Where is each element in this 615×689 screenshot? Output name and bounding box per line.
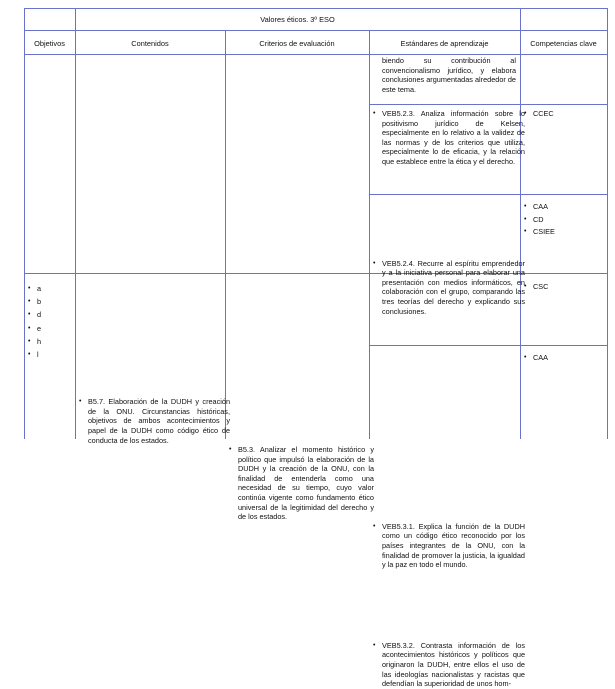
objetivo-item: • l xyxy=(28,348,72,361)
objetivo-item: • a xyxy=(28,282,72,295)
competencias-veb5-3-2 xyxy=(524,353,604,363)
rule-col4 xyxy=(520,8,521,439)
header-estandares: Estándares de aprendizaje xyxy=(400,39,489,48)
objetivo-item: • e xyxy=(28,322,72,335)
estandar-veb5-2-3: • VEB5.2.3. Analiza información sobre lo positivismo jurídico de Kelsen, especialmente en lo relativo a la validez de las normas y de los criterios que utiliza, especialmente lo de eficacia, y la relación que establece entre la ética y el derecho. xyxy=(373,109,525,167)
rule-std2-top xyxy=(369,345,607,346)
rule-left xyxy=(24,8,25,439)
header-contenidos: Contenidos xyxy=(131,39,169,48)
rule-col1 xyxy=(75,8,76,439)
competencia-item: • CAA xyxy=(524,353,604,363)
estandar-veb5-2-4: • VEB5.2.4. Recurre al espíritu emprendedor y a la iniciativa personal para elaborar una presentación con medios informáticos, en colaboración con el grupo, comparando las tres teorías del derecho y explicando sus conclusiones. xyxy=(373,259,525,317)
estandar-veb5-3-2: • VEB5.3.2. Contrasta información de los acontecimientos históricos y políticos que originaron la DUDH, entre ellos el uso de las ideologías nacionalistas y racistas que defendían la superioridad de unos hom- xyxy=(373,641,525,689)
header-criterios: Criterios de evaluación xyxy=(259,39,335,48)
estandar-continuation: biendo su contribución al convencionalismo jurídico, y elabora conclusiones argumentadas alrededor de este tema. xyxy=(382,56,516,94)
competencia-item: • CCEC xyxy=(524,109,604,119)
objetivos-list xyxy=(28,282,72,361)
competencias-veb5-3-1 xyxy=(524,282,604,292)
rule-row3-top xyxy=(369,194,607,195)
competencia-item: • CD xyxy=(524,214,604,227)
criterio-b5-3: • B5.3. Analizar el momento histórico y político que impulsó la elaboración de la DUDH y la creación de la ONU, con la finalidad de entenderla como una necesidad de su tiempo, cuyo valor continúa vigente como fundamento ético universal de la legitimidad del derecho y de los estados. xyxy=(229,445,374,522)
rule-col2 xyxy=(225,30,226,439)
header-objetivos: Objetivos xyxy=(34,39,65,48)
objetivo-item: • b xyxy=(28,295,72,308)
objetivo-item: • h xyxy=(28,335,72,348)
table-title: Valores éticos. 3º ESO xyxy=(260,15,335,24)
rule-right xyxy=(607,8,608,439)
competencias-veb5-2-4 xyxy=(524,201,604,239)
objetivo-item: • d xyxy=(28,308,72,321)
estandar-veb5-3-1: • VEB5.3.1. Explica la función de la DUDH como un código ético reconocido por los países integrantes de la ONU, con la finalidad de promover la justicia, la igualdad y la paz en todo el mundo. xyxy=(373,522,525,570)
competencias-veb5-2-3 xyxy=(524,109,604,119)
header-competencias: Competencias clave xyxy=(530,39,597,48)
competencia-item: • CSIEE xyxy=(524,226,604,239)
rule-row2-top xyxy=(369,104,607,105)
contenido-b5-7: • B5.7. Elaboración de la DUDH y creación de la ONU. Circunstancias históricas, objetivos de ambos acontecimientos y papel de la DUDH como código ético de conducta de los estados. xyxy=(79,397,230,445)
competencia-item: • CSC xyxy=(524,282,604,292)
rule-col3 xyxy=(369,30,370,439)
competencia-item: • CAA xyxy=(524,201,604,214)
